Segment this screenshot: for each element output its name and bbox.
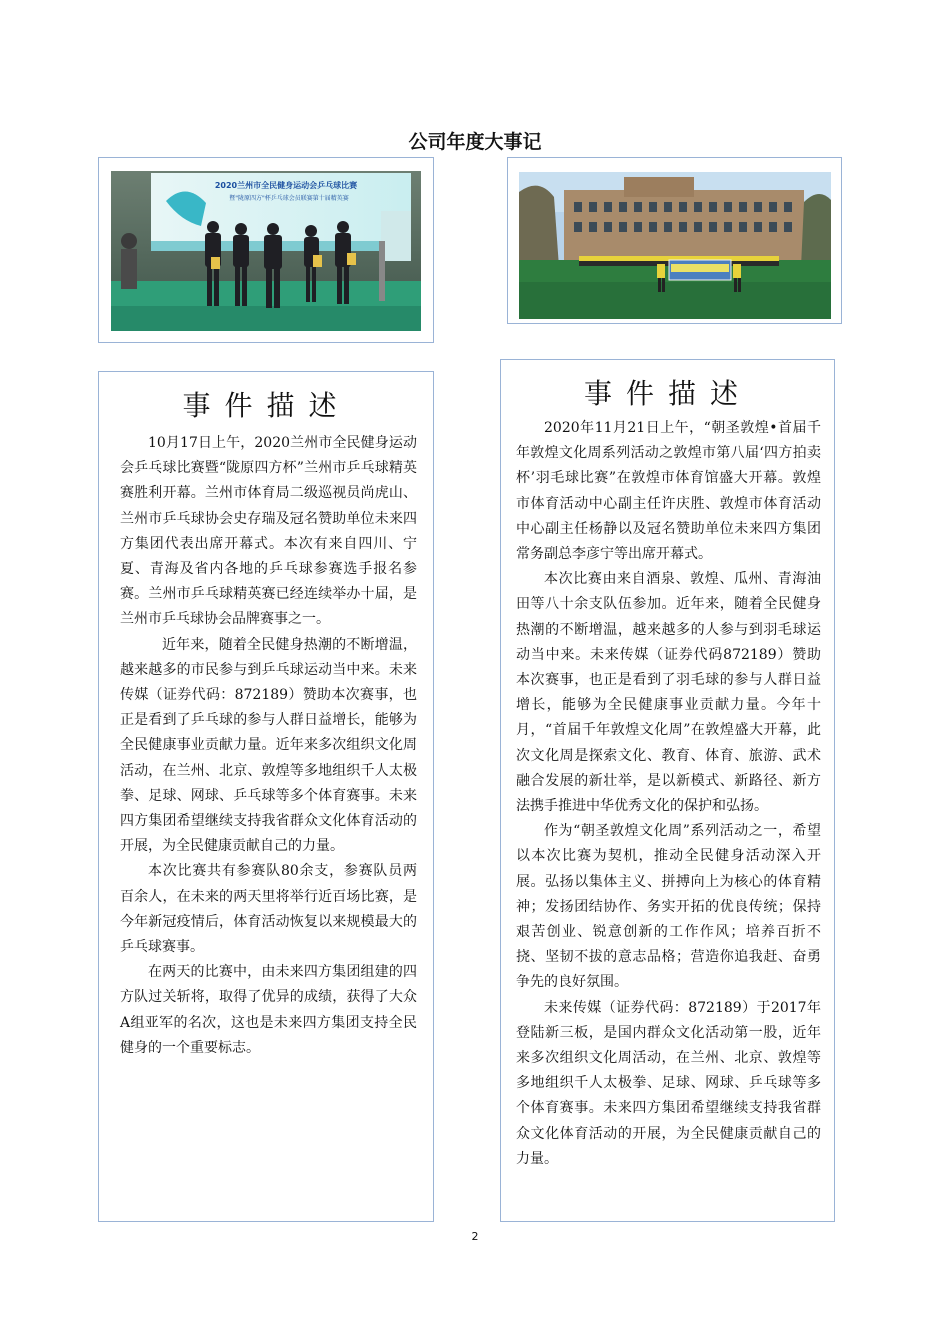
right-event-body (515, 416, 821, 1172)
left-paragraph-2: 近年来，随着全民健身热潮的不断增温，越来越多的市民参与到乒乓球运动当中来。未来传媒（证券代码：872189）赞助本次赛事，也正是看到了乒乓球的参与人群日益增长，能够为全民健康事业贡献力量。近年来多次组织文化周活动，在兰州、北京、敦煌等多地组织千人太极拳、足球、网球、乒乓球等多个体育赛事。未来四方集团希望继续支持我省群众文化体育活动的开展，为全民健康贡献自己的力量。 (120, 636, 417, 855)
left-paragraph-1: 10月17日上午，2020兰州市全民健身运动会乒乓球比赛暨“陇原四方杯”兰州市乒乓球精英赛胜利开幕。兰州市体育局二级巡视员尚虎山、兰州市乒乓球协会史存瑞及冠名赞助单位未来四方集团代表出席开幕式。本次有来自四川、宁夏、青海及省内各地的乒乓球参赛选手报名参赛。兰州市乒乓球精英赛已经连续举办十届，是兰州市乒乓球协会品牌赛事之一。 (120, 435, 417, 628)
left-event-heading: 事件描述 (182, 389, 351, 422)
photo-frame-right (507, 157, 842, 324)
right-paragraph-3: 作为“朝圣敦煌文化周”系列活动之一，希望以本次比赛为契机，推动全民健身活动深入开展。弘扬以集体主义、拼搏向上为核心的体育精神；发扬团结协作、务实开拓的优良传统；保持艰苦创业、锐意创新的工作作风；培养百折不挠、坚韧不拔的意志品格；营造你追我赶、奋勇争先的良好氛围。 (516, 823, 821, 991)
table-tennis-photo (111, 171, 421, 331)
right-event-heading: 事件描述 (583, 377, 752, 410)
right-paragraph-2: 本次比赛由来自酒泉、敦煌、瓜州、青海油田等八十余支队伍参加。近年来，随着全民健身热潮的不断增温，越来越多的人参与到羽毛球运动当中来。未来传媒（证券代码872189）赞助本次赛事，也正是看到了羽毛球的参与人群日益增长，能够为全民健康事业贡献力量。今年十月，“首届千年敦煌文化周”在敦煌盛大开幕，此次文化周是探索文化、教育、体育、旅游、武术融合发展的新壮举，是以新模式、新路径、新方法携手推进中华优秀文化的保护和弘扬。 (516, 571, 821, 815)
banner-line-1: 2020兰州市全民健身运动会乒乓球比赛 (214, 181, 358, 190)
banner-line-2: 暨"陇原四方"杯乒乓球会员联赛第十届精英赛 (229, 195, 349, 202)
page-title: 公司年度大事记 (408, 131, 542, 153)
left-paragraph-4: 在两天的比赛中，由未来四方集团组建的四方队过关斩将，取得了优异的成绩，获得了大众A组亚军的名次，这也是未来四方集团支持全民健身的一个重要标志。 (120, 964, 417, 1056)
page-number: 2 (471, 1230, 479, 1243)
right-paragraph-4: 未来传媒（证券代码：872189）于2017年登陆新三板，是国内群众文化活动第一股，近年来多次组织文化周活动，在兰州、北京、敦煌等多地组织千人太极拳、足球、网球、乒乓球等多个体育赛事。未来四方集团希望继续支持我省群众文化体育活动的开展，为全民健康贡献自己的力量。 (516, 999, 821, 1167)
left-event-box (98, 371, 434, 1222)
right-event-box (500, 359, 835, 1222)
left-event-body (114, 431, 419, 1061)
right-paragraph-1: 2020年11月21日上午，“朝圣敦煌•首届千年敦煌文化周系列活动之敦煌市第八届‘四方拍卖杯’羽毛球比赛”在敦煌市体育馆盛大开幕。敦煌市体育活动中心副主任许庆胜、敦煌市体育活动中心副主任杨静以及冠名赞助单位未来四方集团常务副总李彦宁等出席开幕式。 (516, 420, 821, 563)
photo-frame-left (98, 157, 434, 343)
badminton-parade-photo (519, 172, 831, 319)
left-paragraph-3: 本次比赛共有参赛队80余支，参赛队员两百余人，在未来的两天里将举行近百场比赛，是今年新冠疫情后，体育活动恢复以来规模最大的乒乓球赛事。 (120, 863, 417, 956)
